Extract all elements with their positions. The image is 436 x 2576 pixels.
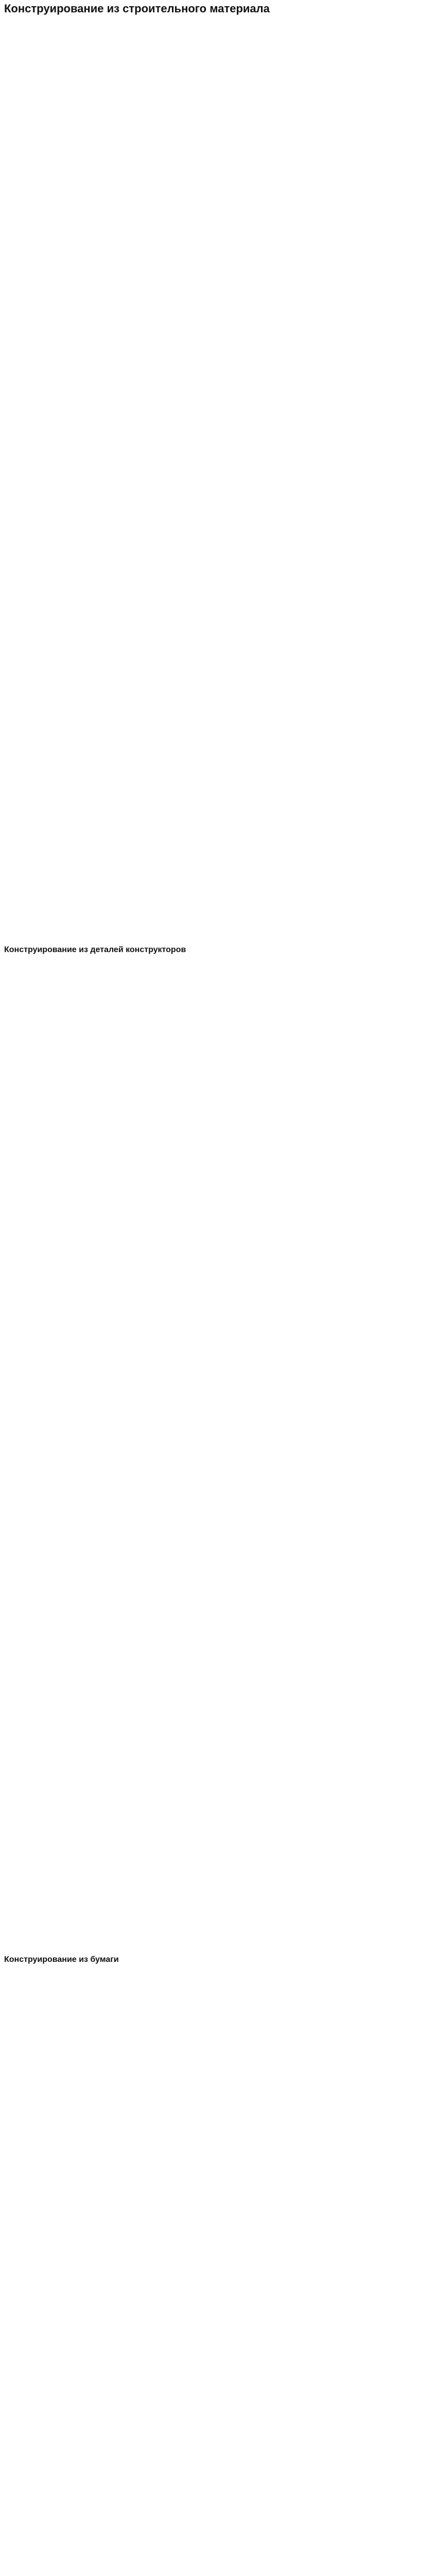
paragraph: [4, 650, 424, 676]
section-paragraphs: [4, 1966, 424, 2211]
paragraph: [4, 1993, 424, 2020]
section-paragraphs: [4, 21, 424, 940]
paragraph: [4, 677, 424, 703]
paragraph: [4, 1733, 424, 1759]
paragraph: [4, 631, 424, 649]
paragraph: [4, 258, 424, 284]
paragraph: [4, 94, 424, 129]
section-paragraphs: [4, 956, 424, 1950]
paragraph: [4, 1249, 424, 1275]
paragraph: [4, 759, 424, 785]
paragraph: [4, 1966, 424, 1992]
paragraph: [4, 522, 424, 539]
paragraph: [4, 895, 424, 922]
paragraph: [4, 1833, 424, 1868]
paragraph: [4, 1523, 424, 1549]
paragraph: [4, 48, 424, 65]
paragraph: [4, 130, 424, 147]
paragraph: [4, 1623, 424, 1658]
paragraph: [4, 2103, 424, 2120]
paragraph: [4, 385, 424, 412]
paragraph: [4, 1184, 424, 1219]
paragraph: [4, 604, 424, 630]
paragraph: [4, 1596, 424, 1622]
paragraph: [4, 1550, 424, 1577]
paragraph: [4, 1806, 424, 1832]
paragraph: [4, 568, 424, 603]
paragraph: [4, 212, 424, 229]
paragraph: [4, 723, 424, 758]
paragraph: [4, 1431, 424, 1458]
paragraph: [4, 1459, 424, 1476]
section-heading-details: Конструирование из деталей конструкторов: [4, 945, 186, 954]
section-details: [4, 945, 424, 1950]
paragraph: [4, 1659, 424, 1686]
page-title: Конструирование из строительного материала: [4, 2, 270, 15]
paragraph: [4, 1888, 424, 1914]
paragraph: [4, 476, 424, 494]
paragraph: [4, 2121, 424, 2147]
paragraph: [4, 1404, 424, 1430]
paragraph: [4, 1322, 424, 1357]
paragraph: [4, 1869, 424, 1887]
paragraph: [4, 2075, 424, 2102]
paragraph: [4, 923, 424, 940]
paragraph: [4, 1687, 424, 1704]
paragraph: [4, 495, 424, 521]
paragraph: [4, 540, 424, 567]
bold-line: [4, 1513, 424, 1522]
paragraph: [4, 814, 424, 831]
paragraph: [4, 303, 424, 338]
paragraph: [4, 176, 424, 211]
paragraph: [4, 1230, 424, 1248]
paragraph: [4, 413, 424, 439]
bold-line: [4, 1221, 424, 1229]
section-intro: [4, 21, 424, 940]
paragraph: [4, 2148, 424, 2183]
paragraph: [4, 1111, 424, 1129]
paragraph: [4, 1295, 424, 1321]
paragraph: [4, 230, 424, 257]
paragraph: [4, 1084, 424, 1110]
paragraph: [4, 956, 424, 974]
paragraph: [4, 1787, 424, 1805]
paragraph: [4, 66, 424, 93]
paragraph: [4, 1578, 424, 1595]
paragraph: [4, 340, 424, 366]
paragraph: [4, 440, 424, 475]
article-body: [4, 21, 424, 2211]
paragraph: [4, 1048, 424, 1083]
paragraph: [4, 2057, 424, 2074]
paragraph: [4, 2184, 424, 2211]
paragraph: [4, 1760, 424, 1786]
paragraph: [4, 148, 424, 175]
paragraph: [4, 975, 424, 1001]
section-heading-paper: Конструирование из бумаги: [4, 1955, 119, 1964]
paragraph: [4, 832, 424, 858]
paragraph: [4, 1705, 424, 1732]
paragraph: [4, 1029, 424, 1047]
section-paper: [4, 1955, 424, 2211]
paragraph: [4, 1915, 424, 1950]
paragraph: [4, 859, 424, 894]
paragraph: [4, 2021, 424, 2056]
paragraph: [4, 1002, 424, 1028]
paragraph: [4, 285, 424, 302]
paragraph: [4, 21, 424, 47]
paragraph: [4, 1130, 424, 1156]
paragraph: [4, 1358, 424, 1384]
paragraph: [4, 1477, 424, 1512]
paragraph: [4, 1276, 424, 1294]
paragraph: [4, 1157, 424, 1183]
paragraph: [4, 786, 424, 812]
paragraph: [4, 704, 424, 722]
paragraph: [4, 1385, 424, 1403]
paragraph: [4, 367, 424, 384]
